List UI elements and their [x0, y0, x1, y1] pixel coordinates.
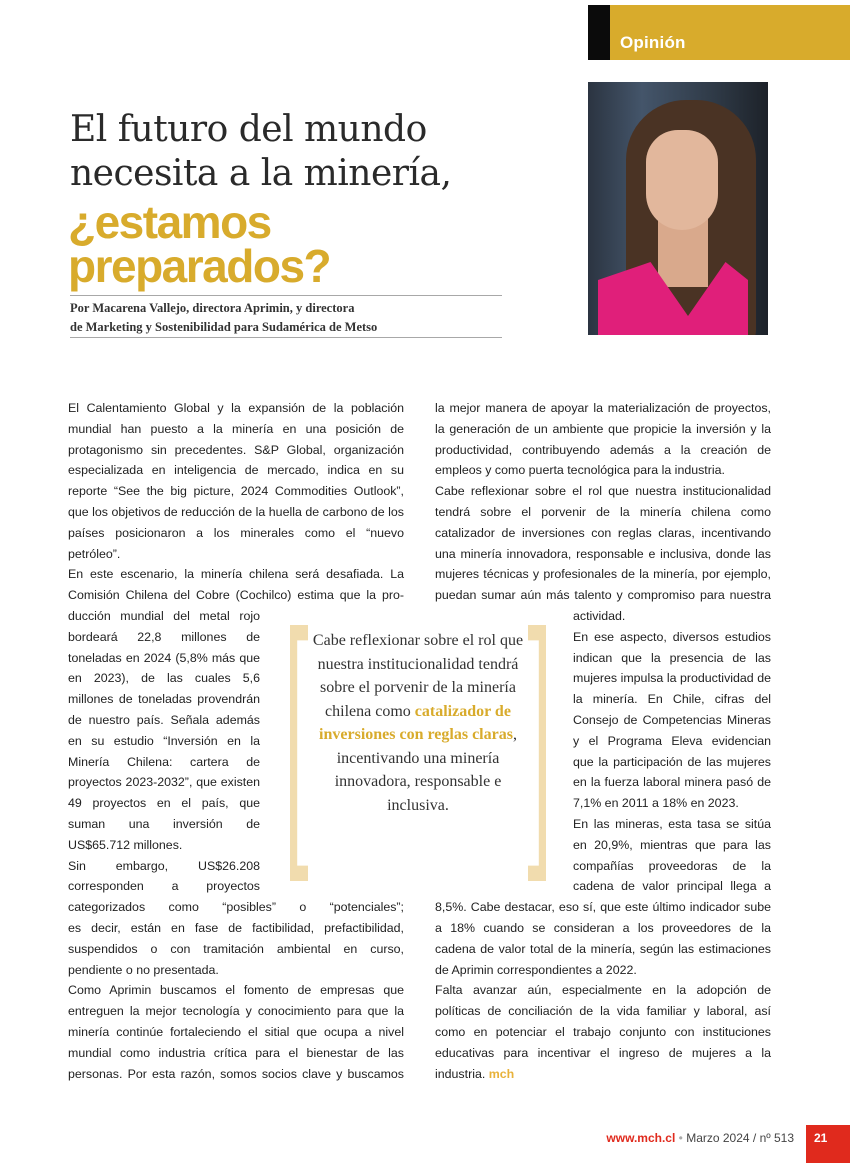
paragraph: Sin embargo, US$26.208 corresponden a proyectos categorizados como “posibles” o “potenciales”;	[68, 858, 404, 915]
website-link[interactable]: www.mch.cl	[606, 1131, 676, 1145]
pull-quote-text: Cabe reflexionar sobre el rol que nuestra institucionalidad tendrá sobre el porvenir de la minería chilena como	[312, 632, 524, 720]
byline-rule-top	[70, 295, 502, 296]
pull-quote-highlight: catalizador de inversiones con reglas claras	[319, 702, 513, 743]
paragraph: 8,5%. Cabe destacar, eso sí, que este último indicador sube a 18% cuando se consideran a los proveedores de la cadena de valor total de la minería, según las estimaciones de Aprimin correspondientes a 2022.	[435, 900, 771, 977]
issue-info: Marzo 2024 / nº 513	[686, 1131, 794, 1145]
paragraph: En las mineras, esta tasa se sitúa en 20,9%, mientras que para las compañías proveedoras de la cadena de valor principal llega a	[573, 816, 771, 894]
headline-highlight-1: ¿estamos	[68, 196, 271, 248]
paragraph: Como Aprimin buscamos el fomento de empresas que entreguen la mejor tecnología y conocimiento para que la minería continúe fortaleciendo el sitial que ocupa a nivel mundial como industria crítica para el bienestar de las personas. Por esta razón, somos socios clave y buscamos	[68, 983, 404, 1081]
paragraph: es decir, están en fase de factibilidad, prefactibilidad, suspendidos o con tramitación ambiental en curso, pendiente o no presentada.	[68, 920, 404, 977]
author-photo	[588, 82, 768, 335]
paragraph: ducción mundial del metal rojo bordeará 22,8 millones de toneladas en 2024 (5,8% más que en 2023), de las cuales 5,6 millones de toneladas provendrán de nuestro país. Señala además en su estudio “Inversión en la Minería Chilena: cartera de proyectos 2023-2032”, que existen 49 proyectos en el país, que suman una inversión de US$65.712 millones.	[68, 608, 260, 852]
pull-quote-text-end: , incentivando una minería innovadora, responsable e inclusiva.	[334, 726, 517, 814]
paragraph: El Calentamiento Global y la expansión de la población mundial han puesto a la minería en una posición de protagonismo sin precedentes. S&P Global, organización especializada en inteligencia de mercado, indica en su reporte “See the big picture, 2024 Commodities Outlook”, que los objetivos de reducción de la huella de carbono de los países posicionaron a los minerales como el “nuevo petróleo”.	[68, 401, 404, 561]
byline	[70, 299, 377, 337]
headline-line-2: necesita a la minería,	[70, 153, 452, 194]
headline	[70, 108, 451, 196]
paragraph: En este escenario, la minería chilena será desafiada. La Comisión Chilena del Cobre (Cochilco) estima que la pro-	[68, 567, 404, 603]
paragraph	[435, 980, 771, 1084]
byline-rule-bottom	[70, 337, 502, 338]
end-mark-logo: mch	[488, 1066, 515, 1081]
page-number: 21	[814, 1131, 828, 1145]
footer	[606, 1131, 794, 1145]
byline-line-1: Por Macarena Vallejo, directora Aprimin, y directora	[70, 301, 355, 315]
headline-highlight	[68, 196, 331, 292]
paragraph: En ese aspecto, diversos estudios indican que la presencia de las mujeres impulsa la productividad de la minería. En Chile, cifras del Consejo de Competencias Mineras y el Programa Eleva evidencian que la participación de las mujeres en la fuerza laboral minera pasó de 7,1% en 2011 a 18% en 2023.	[573, 629, 771, 811]
paragraph-text: Falta avanzar aún, especialmente en la adopción de políticas de conciliación de la vida familiar y laboral, así como en potenciar el trabajo conjunto con instituciones educativas para incentivar el ingreso de mujeres a la industria.	[435, 983, 771, 1081]
section-bar-black	[588, 5, 610, 60]
pull-quote	[310, 629, 526, 817]
paragraph: actividad.	[573, 608, 626, 623]
section-label: Opinión	[620, 33, 686, 52]
paragraph: Cabe reflexionar sobre el rol que nuestra institucionalidad tendrá sobre el porvenir de la minería chilena como catalizador de inversiones con reglas claras, incentivando una minería innovadora, responsable e inclusiva, donde las mujeres técnicas y profesionales de la minería, por ejemplo, puedan sumar aún más talento y compromiso para nuestra	[435, 484, 771, 603]
separator: •	[678, 1131, 683, 1145]
paragraph: la mejor manera de apoyar la materialización de proyectos, la generación de un ambiente que propicie la inversión y la productividad, contribuyendo además a la creación de empleos y como puerta tecnológica para la industria.	[435, 401, 771, 478]
byline-line-2: de Marketing y Sostenibilidad para Sudamérica de Metso	[70, 320, 378, 334]
headline-line-1: El futuro del mundo	[70, 109, 427, 150]
page-number-box	[806, 1125, 850, 1163]
headline-highlight-2: preparados?	[68, 240, 331, 292]
